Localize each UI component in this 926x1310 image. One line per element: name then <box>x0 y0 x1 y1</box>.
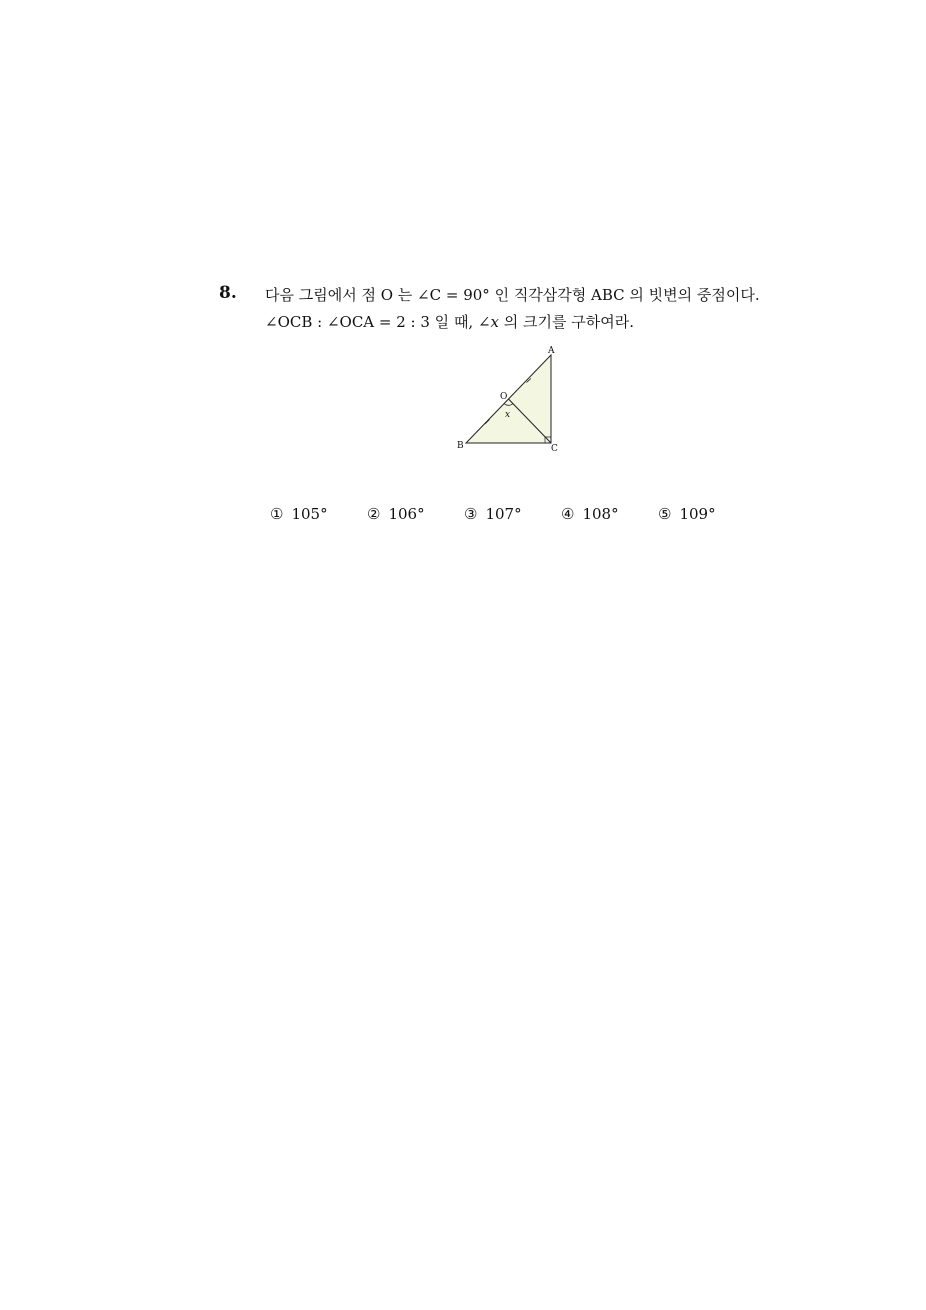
choice-1-value: 105° <box>291 505 328 523</box>
label-o: O <box>500 392 508 402</box>
question-text-line-2-pre: ∠OCB : ∠OCA = 2 : 3 일 때, ∠ <box>265 313 491 331</box>
label-b: B <box>457 441 464 451</box>
choice-4-marker: ④ <box>561 505 575 523</box>
question-text-line-2-post: 의 크기를 구하여라. <box>499 313 635 331</box>
choice-2[interactable] <box>367 504 425 524</box>
choice-2-marker: ② <box>367 505 381 523</box>
question-text-line-2 <box>265 312 634 332</box>
choice-3-marker: ③ <box>464 505 478 523</box>
triangle-figure <box>450 340 570 460</box>
label-x: x <box>505 410 511 420</box>
choice-3[interactable] <box>464 504 522 524</box>
question-number: 8. <box>219 283 237 303</box>
label-c: C <box>551 444 558 454</box>
choice-1-marker: ① <box>270 505 284 523</box>
question-variable-x: x <box>490 313 500 331</box>
choice-2-value: 106° <box>388 505 425 523</box>
label-a: A <box>548 346 555 356</box>
answer-choices <box>270 504 750 526</box>
choice-4[interactable] <box>561 504 619 524</box>
choice-5[interactable] <box>658 504 716 524</box>
triangle-diagram <box>450 340 570 460</box>
question-text-line-1: 다음 그림에서 점 O 는 ∠C = 90° 인 직각삼각형 ABC 의 빗변의 중점이다. <box>265 286 760 304</box>
choice-4-value: 108° <box>582 505 619 523</box>
choice-5-marker: ⑤ <box>658 505 672 523</box>
choice-5-value: 109° <box>679 505 716 523</box>
choice-3-value: 107° <box>485 505 522 523</box>
choice-1[interactable] <box>270 504 328 524</box>
